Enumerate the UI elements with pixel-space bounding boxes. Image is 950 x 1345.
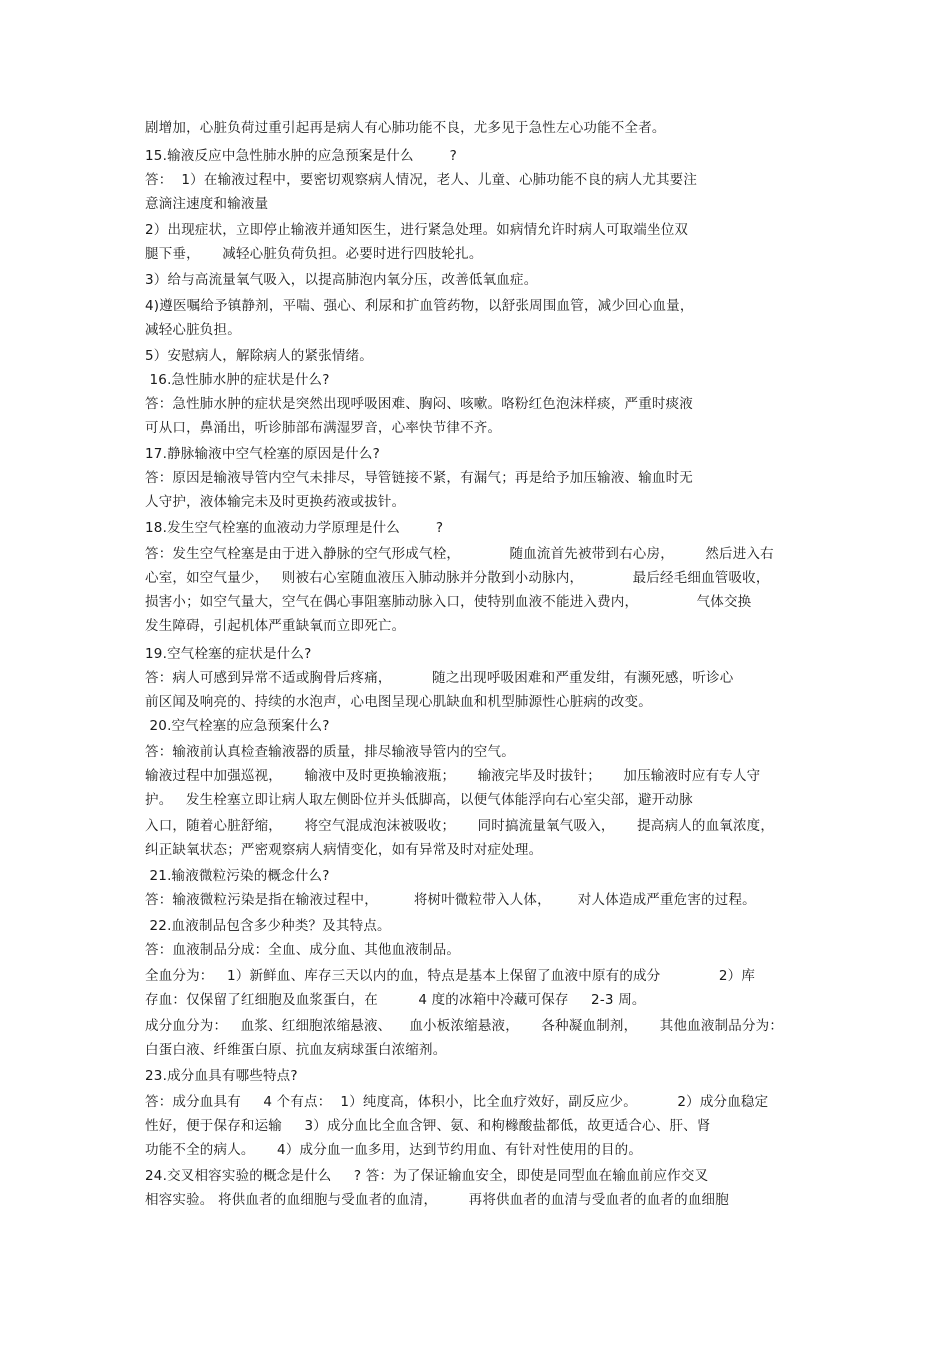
text-line: 答：急性肺水肿的症状是突然出现呼吸困难、胸闷、咳嗽。咯粉红色泡沫样痰，严重时痰液 <box>145 396 693 412</box>
text-line: 剧增加，心脏负荷过重引起再是病人有心肺功能不良，尤多见于急性左心功能不全者。 <box>145 120 666 136</box>
text-line: 20.空气栓塞的应急预案什么? <box>145 718 330 734</box>
text-line: 相容实验。 将供血者的血细胞与受血者的血清， 再将供血者的血清与受血者的血者的血细胞 <box>145 1192 729 1208</box>
text-line: 21.输液微粒污染的概念什么? <box>145 868 330 884</box>
text-line: 19.空气栓塞的症状是什么? <box>145 646 312 662</box>
text-line: 答：病人可感到异常不适或胸骨后疼痛， 随之出现呼吸困难和严重发绀，有濒死感，听诊心 <box>145 670 734 686</box>
text-line: 2）出现症状，立即停止输液并通知医生，进行紧急处理。如病情允许时病人可取端坐位双 <box>145 222 689 238</box>
text-line: 18.发生空气栓塞的血液动力学原理是什么 ? <box>145 520 444 536</box>
text-line: 心室，如空气量少， 则被右心室随血液压入肺动脉并分散到小动脉内， 最后经毛细血管吸收， <box>145 570 770 586</box>
text-line: 全血分为： 1）新鲜血、库存三天以内的血，特点是基本上保留了血液中原有的成分 2）库 <box>145 968 756 984</box>
text-line: 3）给与高流量氧气吸入，以提高肺泡内氧分压，改善低氧血症。 <box>145 272 538 288</box>
text-line: 23.成分血具有哪些特点? <box>145 1068 298 1084</box>
text-line: 答：输液前认真检查输液器的质量，排尽输液导管内的空气。 <box>145 744 515 760</box>
text-line: 答：血液制品分成：全血、成分血、其他血液制品。 <box>145 942 461 958</box>
text-line: 答：成分血具有 4 个有点： 1）纯度高，体积小，比全血疗效好，副反应少。 2）成分血稳定 <box>145 1094 769 1110</box>
text-line: 4)遵医嘱给予镇静剂，平喘、强心、利尿和扩血管药物，以舒张周围血管，减少回心血量， <box>145 298 694 314</box>
text-line: 答： 1）在输液过程中，要密切观察病人情况，老人、儿童、心肺功能不良的病人尤其要注 <box>145 172 698 188</box>
text-line: 输液过程中加强巡视， 输液中及时更换输液瓶； 输液完毕及时拔针； 加压输液时应有专人守 <box>145 768 761 784</box>
text-line: 22.血液制品包含多少种类？及其特点。 <box>145 918 391 934</box>
text-line: 白蛋白液、纤维蛋白原、抗血友病球蛋白浓缩剂。 <box>145 1042 447 1058</box>
text-line: 入口，随着心脏舒缩， 将空气混成泡沫被吸收； 同时搞流量氧气吸入， 提高病人的血氧浓度， <box>145 818 775 834</box>
text-line: 功能不全的病人。 4）成分血一血多用，达到节约用血、有针对性使用的目的。 <box>145 1142 643 1158</box>
text-line: 可从口，鼻涌出，听诊肺部布满湿罗音，心率快节律不齐。 <box>145 420 502 436</box>
text-line: 前区闻及响亮的、持续的水泡声，心电图呈现心肌缺血和机型肺源性心脏病的改变。 <box>145 694 652 710</box>
text-line: 减轻心脏负担。 <box>145 322 241 338</box>
text-line: 5）安慰病人，解除病人的紧张情绪。 <box>145 348 373 364</box>
text-line: 纠正缺氧状态；严密观察病人病情变化，如有异常及时对症处理。 <box>145 842 543 858</box>
text-line: 答：原因是输液导管内空气未排尽，导管链接不紧，有漏气；再是给予加压输液、输血时无 <box>145 470 693 486</box>
text-line: 16.急性肺水肿的症状是什么? <box>145 372 330 388</box>
text-line: 答：输液微粒污染是指在输液过程中， 将树叶微粒带入人体， 对人体造成严重危害的过程。 <box>145 892 756 908</box>
text-line: 24.交叉相容实验的概念是什么 ? 答：为了保证输血安全，即使是同型血在输血前应作交叉 <box>145 1168 709 1184</box>
text-line: 人守护，液体输完未及时更换药液或拔针。 <box>145 494 406 510</box>
text-line: 损害小；如空气量大，空气在偶心事阻塞肺动脉入口，使特别血液不能进入费内， 气体交换 <box>145 594 752 610</box>
text-line: 存血：仅保留了红细胞及血浆蛋白，在 4 度的冰箱中冷藏可保存 2-3 周。 <box>145 992 646 1008</box>
text-line: 意滴注速度和输液量 <box>145 196 269 212</box>
text-line: 腿下垂， 减轻心脏负荷负担。必要时进行四肢轮扎。 <box>145 246 483 262</box>
text-line: 15.输液反应中急性肺水肿的应急预案是什么 ? <box>145 148 457 164</box>
text-line: 17.静脉输液中空气栓塞的原因是什么? <box>145 446 380 462</box>
text-line: 发生障碍，引起机体严重缺氧而立即死亡。 <box>145 618 406 634</box>
text-line: 性好，便于保存和运输 3）成分血比全血含钾、氨、和枸橼酸盐都低，故更适合心、肝、肾 <box>145 1118 711 1134</box>
text-line: 答：发生空气栓塞是由于进入静脉的空气形成气栓， 随血流首先被带到右心房， 然后进入右 <box>145 546 774 562</box>
text-line: 护。 发生栓塞立即让病人取左侧卧位并头低脚高，以便气体能浮向右心室尖部，避开动脉 <box>145 792 693 808</box>
text-line: 成分血分为： 血浆、红细胞浓缩悬液、 血小板浓缩悬液， 各种凝血制剂， 其他血液制品分为： <box>145 1018 784 1034</box>
